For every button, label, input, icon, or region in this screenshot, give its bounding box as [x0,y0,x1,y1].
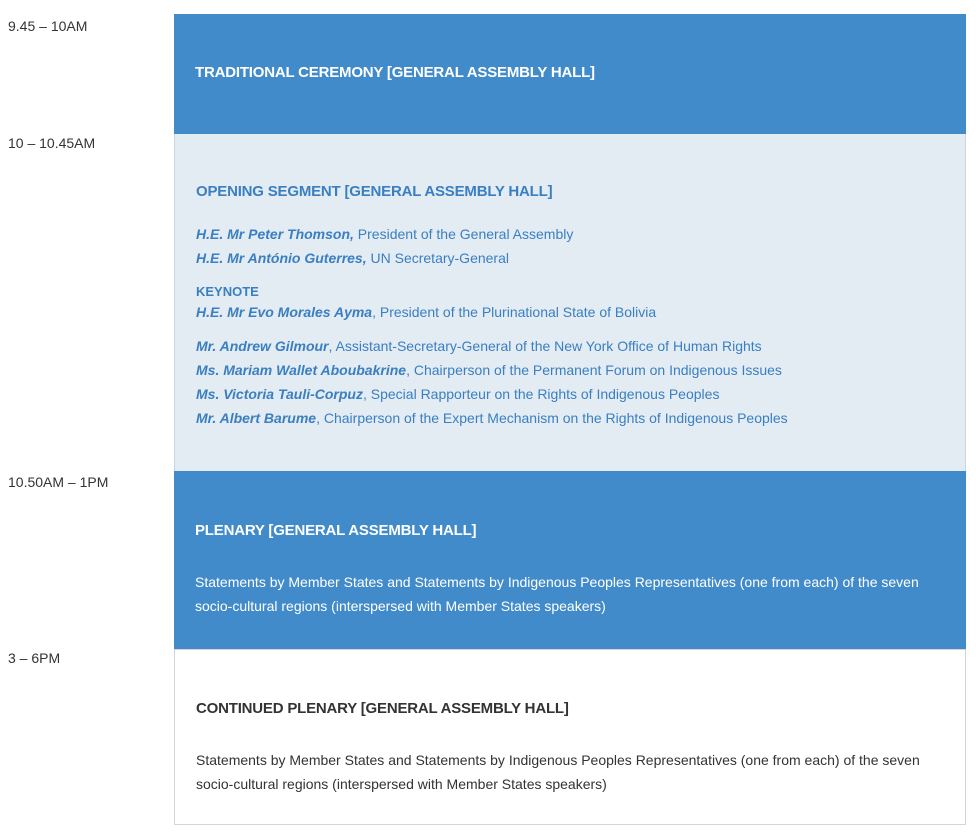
speaker-name: Mr. Albert Barume [196,410,317,426]
time-label-ceremony: 9.45 – 10AM [8,18,88,34]
speaker-role: , Special Rapporteur on the Rights of Indigenous Peoples [362,386,720,402]
keynote-speaker-line [196,300,944,324]
session-title-opening: OPENING SEGMENT [GENERAL ASSEMBLY HALL] [196,183,553,200]
speaker-list-opening [196,222,944,270]
speaker-line [196,358,944,382]
speaker-line [196,406,944,430]
speaker-name: Ms. Mariam Wallet Aboubakrine [196,362,407,378]
session-block-continued-plenary [174,649,966,825]
session-description-continued-plenary [196,748,944,796]
keynote-label: KEYNOTE [196,284,259,299]
speaker-line [196,222,944,246]
session-title-continued-plenary: CONTINUED PLENARY [GENERAL ASSEMBLY HALL] [196,700,569,717]
speaker-name: Mr. Andrew Gilmour [196,338,329,354]
speaker-line [196,382,944,406]
speaker-name: H.E. Mr Peter Thomson, [196,226,354,242]
session-title-plenary: PLENARY [GENERAL ASSEMBLY HALL] [195,522,477,539]
description-line: Statements by Member States and Statements by Indigenous Peoples Representatives (one from each) of the seven [196,752,920,768]
session-block-plenary [174,471,966,649]
speaker-role: , Chairperson of the Expert Mechanism on the Rights of Indigenous Peoples [316,410,788,426]
description-line: socio-cultural regions (interspersed with Member States speakers) [196,776,607,792]
description-line: Statements by Member States and Statements by Indigenous Peoples Representatives (one from each) of the seven [195,574,919,590]
speaker-role: , Chairperson of the Permanent Forum on Indigenous Issues [406,362,782,378]
speaker-name: H.E. Mr Evo Morales Ayma [196,304,373,320]
session-block-ceremony [174,14,966,134]
description-line: socio-cultural regions (interspersed with Member States speakers) [195,598,606,614]
session-description-plenary [195,570,945,618]
speaker-line [196,334,944,358]
session-title-ceremony: TRADITIONAL CEREMONY [GENERAL ASSEMBLY HALL] [195,64,595,81]
speaker-role: , President of the Plurinational State of Bolivia [372,304,657,320]
time-label-continued-plenary: 3 – 6PM [8,650,61,666]
speaker-line [196,246,944,270]
speaker-role: , Assistant-Secretary-General of the New York Office of Human Rights [328,338,762,354]
time-label-plenary: 10.50AM – 1PM [8,474,109,490]
speaker-role: President of the General Assembly [353,226,574,242]
speaker-list-panel [196,334,944,430]
speaker-role: UN Secretary-General [366,250,509,266]
session-block-opening [174,134,966,471]
speaker-name: H.E. Mr António Guterres, [196,250,367,266]
speaker-name: Ms. Victoria Tauli-Corpuz [196,386,363,402]
time-label-opening: 10 – 10.45AM [8,135,96,151]
